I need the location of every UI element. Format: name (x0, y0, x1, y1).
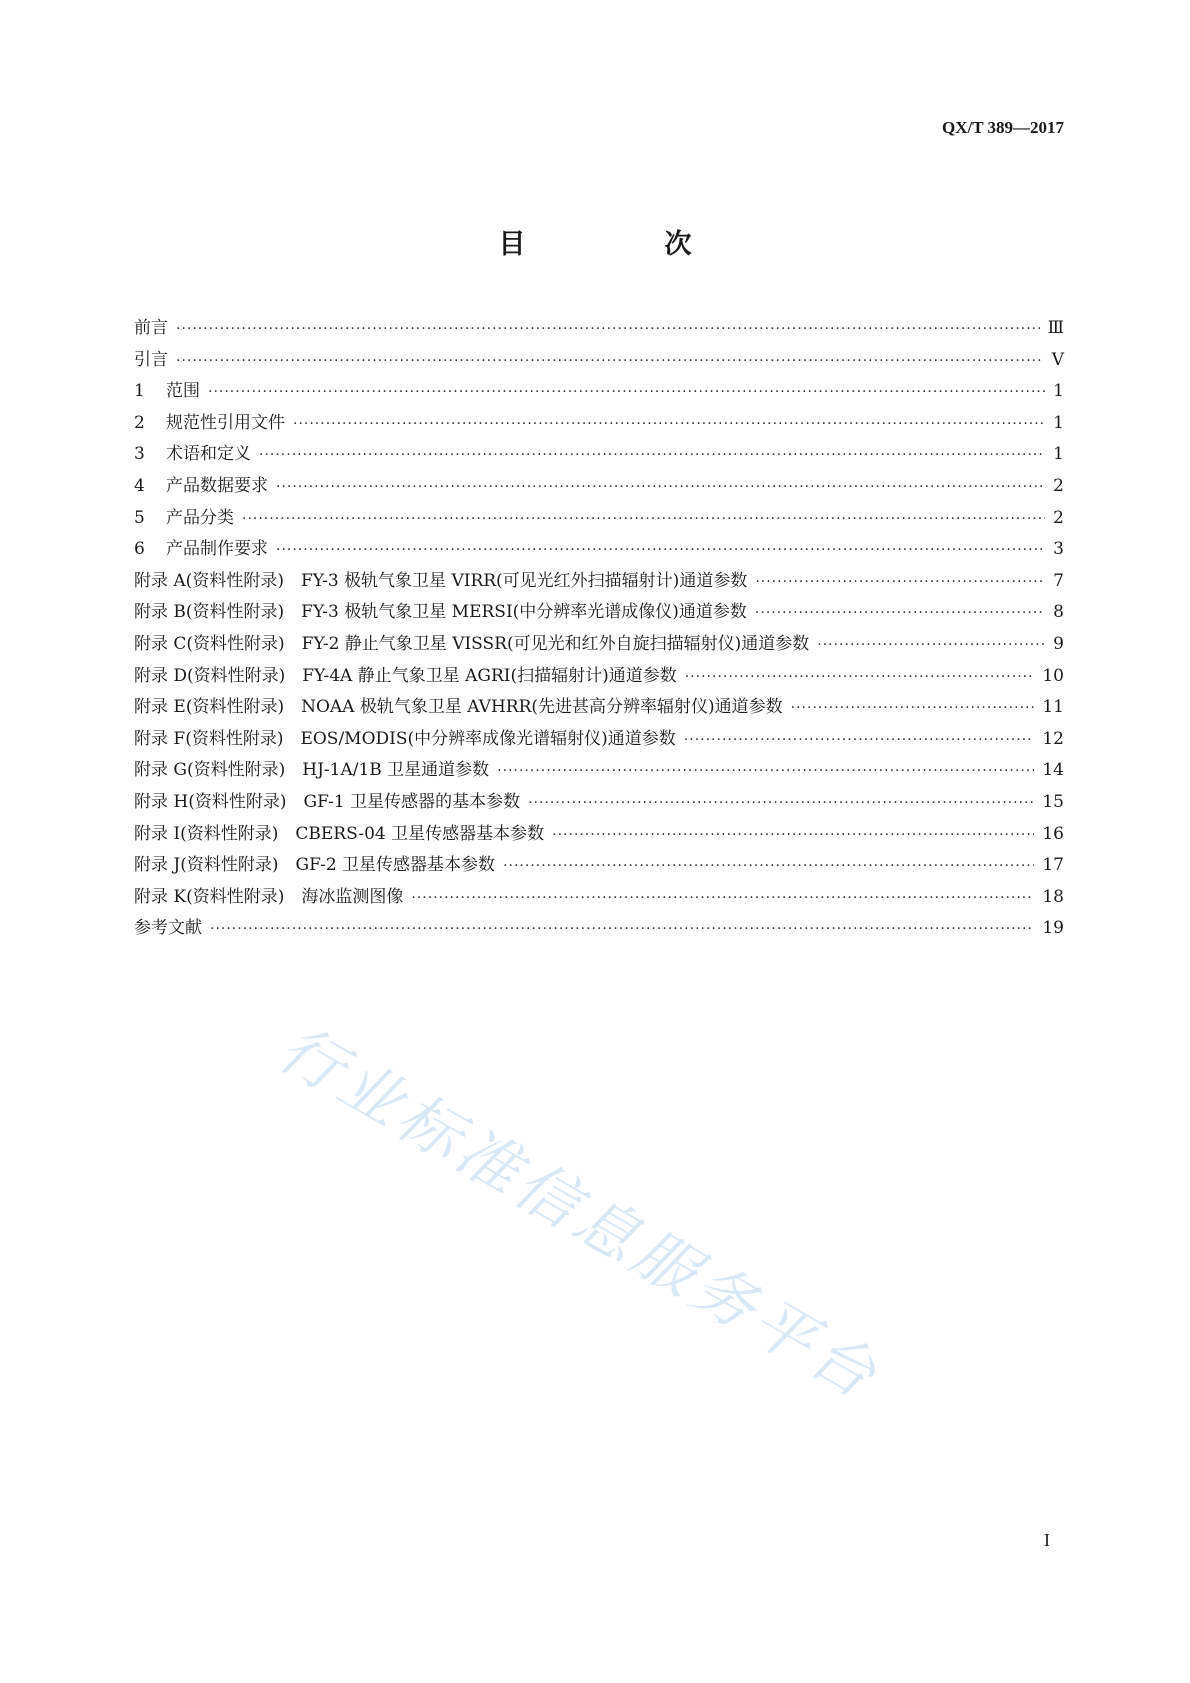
toc-label: 产品分类 (166, 507, 234, 528)
toc-entry-section-4[interactable] (134, 471, 1064, 503)
toc-label: 产品制作要求 (166, 539, 268, 560)
toc-leader-dots (684, 732, 1035, 748)
toc-entry-appendix-a[interactable] (134, 566, 1064, 598)
toc-label: 产品数据要求 (166, 475, 268, 496)
toc-label: 附录 A(资料性附录) FY-3 极轨气象卫星 VIRR(可见光红外扫描辐射计)通道参数 (134, 570, 748, 591)
toc-page-number: 11 (1042, 697, 1064, 718)
toc-leader-dots (276, 479, 1045, 495)
toc-entry-appendix-j[interactable] (134, 850, 1064, 882)
toc-label: 附录 H(资料性附录) GF-1 卫星传感器的基本参数 (134, 791, 521, 812)
toc-label: 附录 J(资料性附录) GF-2 卫星传感器基本参数 (134, 855, 496, 876)
toc-section-number: 4 (134, 475, 145, 496)
toc-label: 附录 E(资料性附录) NOAA 极轨气象卫星 AVHRR(先进甚高分辨率辐射仪)通道参数 (134, 697, 783, 718)
toc-entry-foreword[interactable] (134, 313, 1064, 345)
toc-label: 附录 F(资料性附录) EOS/MODIS(中分辨率成像光谱辐射仪)通道参数 (134, 728, 676, 749)
toc-label: 引言 (134, 349, 168, 370)
toc-label: 附录 D(资料性附录) FY-4A 静止气象卫星 AGRI(扫描辐射计)通道参数 (134, 665, 677, 686)
toc-entry-section-3[interactable] (134, 439, 1064, 471)
toc-section-number: 6 (134, 539, 145, 560)
toc-section-number: 3 (134, 444, 145, 465)
toc-leader-dots (176, 321, 1040, 337)
toc-label: 前言 (134, 318, 168, 338)
toc-section-number: 2 (134, 412, 145, 433)
toc-page-number: 1 (1053, 444, 1064, 465)
toc-section-number: 1 (134, 381, 145, 402)
toc-entry-appendix-d[interactable] (134, 661, 1064, 693)
toc-page-number: 14 (1042, 760, 1064, 781)
toc-label: 术语和定义 (166, 444, 251, 465)
toc-label: 附录 I(资料性附录) CBERS-04 卫星传感器基本参数 (134, 823, 545, 844)
toc-page-number: 8 (1053, 602, 1064, 623)
toc-page-number: 18 (1042, 886, 1064, 907)
toc-page-number: Ⅴ (1051, 349, 1064, 370)
toc-leader-dots (210, 921, 1034, 937)
toc-leader-dots (497, 763, 1034, 779)
toc-leader-dots (176, 353, 1044, 369)
toc-leader-dots (259, 447, 1045, 463)
toc-label: 附录 K(资料性附录) 海冰监测图像 (134, 886, 404, 907)
toc-entry-introduction[interactable] (134, 345, 1064, 377)
toc-page-number: 1 (1053, 381, 1064, 402)
toc-entry-appendix-h[interactable] (134, 787, 1064, 819)
toc-page-number: 2 (1053, 507, 1064, 528)
toc-leader-dots (208, 384, 1045, 400)
toc-leader-dots (755, 574, 1045, 590)
toc-label: 附录 B(资料性附录) FY-3 极轨气象卫星 MERSI(中分辨率光谱成像仪)通道参数 (134, 602, 747, 623)
toc-label: 参考文献 (134, 918, 202, 939)
table-of-contents (134, 313, 1064, 945)
toc-page-number: Ⅲ (1047, 318, 1064, 338)
toc-leader-dots (411, 890, 1034, 906)
toc-entry-section-2[interactable] (134, 408, 1064, 440)
toc-section-number: 5 (134, 507, 145, 528)
toc-leader-dots (503, 858, 1034, 874)
toc-leader-dots (817, 637, 1045, 653)
toc-entry-appendix-e[interactable] (134, 692, 1064, 724)
toc-page-number: 16 (1042, 823, 1064, 844)
toc-page-number: 2 (1053, 475, 1064, 496)
toc-leader-dots (552, 827, 1034, 843)
toc-page-number: 19 (1042, 918, 1064, 939)
toc-page-number: 3 (1053, 539, 1064, 560)
toc-page-number: 9 (1053, 633, 1064, 654)
toc-entry-appendix-c[interactable] (134, 629, 1064, 661)
toc-leader-dots (791, 700, 1035, 716)
toc-page-number: 10 (1042, 665, 1064, 686)
toc-label: 附录 C(资料性附录) FY-2 静止气象卫星 VISSR(可见光和红外自旋扫描辐射仪)通道参数 (134, 633, 810, 654)
toc-entry-references[interactable] (134, 913, 1064, 945)
toc-entry-appendix-i[interactable] (134, 819, 1064, 851)
toc-page-number: 7 (1053, 570, 1064, 591)
toc-page-number: 15 (1042, 791, 1064, 812)
toc-label: 规范性引用文件 (166, 412, 285, 433)
toc-leader-dots (242, 511, 1045, 527)
toc-leader-dots (528, 795, 1034, 811)
toc-entry-appendix-b[interactable] (134, 597, 1064, 629)
watermark: 行业标准信息服务平台 (267, 1011, 893, 1415)
toc-leader-dots (685, 669, 1035, 685)
page-number: I (1044, 1530, 1050, 1550)
toc-entry-section-5[interactable] (134, 503, 1064, 535)
page-title: 目 次 (498, 229, 748, 260)
toc-page-number: 12 (1042, 728, 1064, 749)
toc-entry-section-1[interactable] (134, 376, 1064, 408)
toc-entry-appendix-k[interactable] (134, 882, 1064, 914)
standard-code: QX/T 389—2017 (941, 118, 1064, 137)
toc-leader-dots (276, 542, 1045, 558)
toc-entry-appendix-g[interactable] (134, 755, 1064, 787)
toc-page-number: 17 (1042, 855, 1064, 876)
toc-label: 附录 G(资料性附录) HJ-1A/1B 卫星通道参数 (134, 760, 490, 781)
toc-leader-dots (293, 416, 1045, 432)
toc-page-number: 1 (1053, 412, 1064, 433)
toc-entry-section-6[interactable] (134, 534, 1064, 566)
toc-label: 范围 (166, 381, 200, 402)
toc-entry-appendix-f[interactable] (134, 724, 1064, 756)
toc-leader-dots (755, 605, 1045, 621)
